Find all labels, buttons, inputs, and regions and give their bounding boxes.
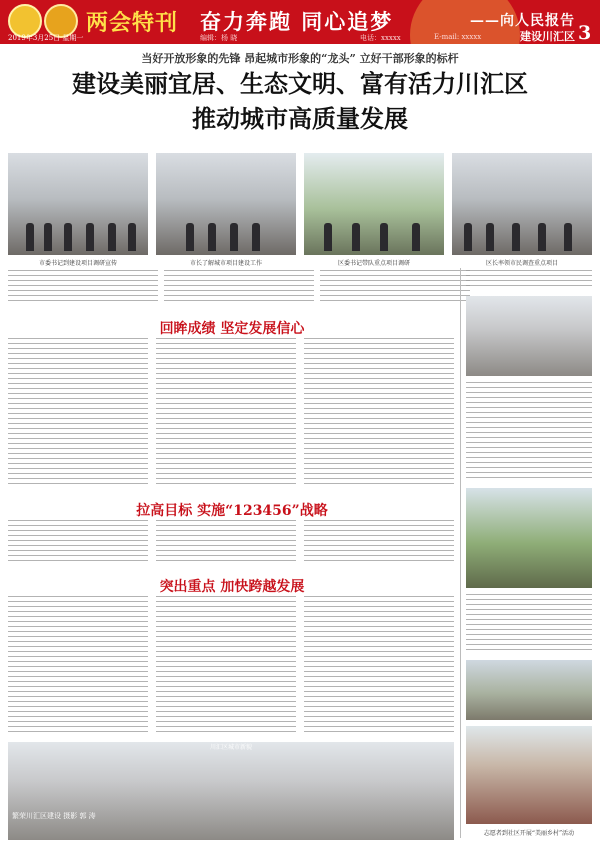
section-title-3: 突出重点 加快跨越发展 (159, 579, 305, 595)
intro-text-2 (164, 270, 314, 302)
photo-4 (452, 153, 592, 255)
city-panorama-photo (8, 742, 454, 840)
right-lead-text (466, 270, 592, 290)
headline-line-2: 推动城市高质量发展 (192, 105, 408, 133)
report-subtitle: ——向人民报告 (470, 13, 575, 29)
section-title-1: 回眸成绩 坚定发展信心 (159, 321, 305, 337)
special-edition-label: 两会特刊 (86, 10, 179, 36)
intro-text-1 (8, 270, 158, 302)
right-photo-2 (466, 488, 592, 588)
intro-text-3 (320, 270, 470, 302)
photo-3-caption: 区委书记带队重点项目调研 (337, 260, 410, 267)
section-3-column-1 (8, 596, 148, 736)
section-1-column-2 (156, 338, 296, 488)
headline-line-1: 建设美丽宜居、生态文明、富有活力川汇区 (72, 70, 528, 98)
slogan: 奋力奔跑 同心追梦 (200, 9, 394, 34)
section-1-column-3 (304, 338, 454, 488)
photo-1-caption: 市委书记到建设项目调研宣传 (38, 260, 117, 267)
issue-date: 2019年3月25日 星期一 (8, 34, 84, 42)
kicker-line: 当好开放形象的先锋 昂起城市形象的“龙头” 立好干部形象的标杆 (141, 52, 459, 65)
section-title-2: 拉高目标 实施“123456”战略 (136, 503, 328, 519)
photo-1 (8, 153, 148, 255)
page-name: 建设川汇区 (520, 30, 575, 43)
phone-line: 电话：xxxxx (360, 34, 401, 42)
panorama-byline: 繁荣川汇区建设 摄影 郭 涛 (12, 812, 96, 820)
section-2-column-1 (8, 520, 148, 564)
right-column-text-2 (466, 594, 592, 654)
photo-4-caption: 区长率领市民调查重点项目 (485, 260, 558, 267)
masthead (0, 0, 600, 44)
section-2-column-3 (304, 520, 454, 564)
email-line: E-mail: xxxxx (434, 33, 482, 41)
right-column-text-1 (466, 382, 592, 482)
editor-line: 编辑：杨 晓 (200, 34, 238, 42)
panorama-caption: 川汇区城市新貌 (209, 744, 252, 751)
photo-2-caption: 市长了解城市项目建设工作 (189, 260, 262, 267)
section-3-column-3 (304, 596, 454, 736)
section-3-column-2 (156, 596, 296, 736)
right-photo-3 (466, 660, 592, 720)
column-divider (460, 268, 461, 838)
right-photo-4 (466, 726, 592, 824)
right-photo-1 (466, 296, 592, 376)
photo-3 (304, 153, 444, 255)
right-photo-4-caption: 志愿者到社区开展“美丽乡村”活动 (483, 830, 575, 837)
section-1-column-1 (8, 338, 148, 488)
photo-2 (156, 153, 296, 255)
page-number: 3 (578, 22, 592, 44)
section-2-column-2 (156, 520, 296, 564)
